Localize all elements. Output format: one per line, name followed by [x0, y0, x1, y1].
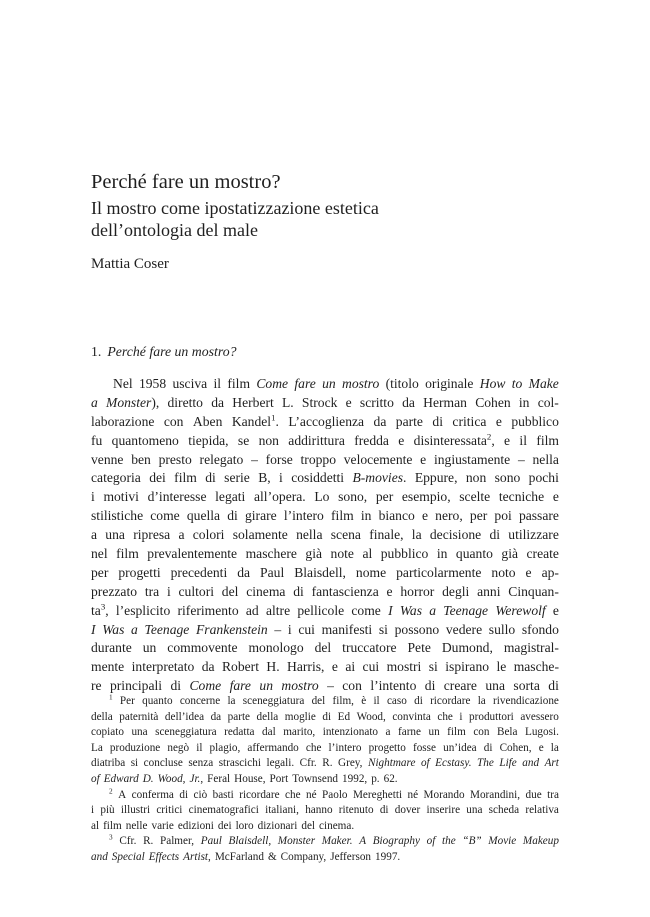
footnote-line: copiato una sceneggiatura redatta dal marito, intenzionato a farne un film con Bela Lugosi. — [91, 726, 559, 739]
body-line: $ta^3$, l’esplicito riferimento ad altre pellicole come I Was a Teenage Werewolf e — [91, 601, 559, 618]
chapter-title: Perché fare un mostro? — [91, 171, 281, 193]
body-line: Nel 1958 usciva il film Come fare un mostro (titolo originale How to Make — [113, 376, 559, 391]
section-title: Perché fare un mostro? — [107, 344, 237, 359]
body-line: stilistiche come quella di girare l’intero film in bianco e nero, per poi passare — [91, 508, 559, 524]
body-line: i motivi d’interesse legati all’opera. Lo sono, per esempio, scelte tecniche e — [91, 489, 559, 505]
footnote-line: $^1$ Per quanto concerne la sceneggiatura del film, è il caso di ricordare la rivendicazione — [109, 693, 559, 707]
body-line: mente interpretato da Robert H. Harris, e ai cui mostri si ispirano le masche- — [91, 659, 559, 675]
chapter-subtitle — [91, 197, 379, 241]
section-number: 1. — [91, 344, 102, 359]
footnote-line: $^3$ Cfr. R. Palmer, Paul Blaisdell, Monster Maker. A Biography of the “B” Movie Makeup — [109, 833, 559, 848]
footnote-line: al film nelle varie edizioni dei loro dizionari del cinema. — [91, 819, 355, 832]
body-line: nel film prevalentemente maschere già note al pubblico in quanto già create — [91, 546, 559, 562]
body-line: laborazione con Aben Kandel$^1$. L’accoglienza da parte di critica e pubblico — [91, 412, 559, 429]
body-line: re principali di Come fare un mostro – con l’intento di creare una sorta di — [91, 678, 559, 694]
author-name: Mattia Coser — [91, 256, 169, 272]
body-line: durante un commovente monologo del truccatore Pete Dumond, magistral- — [91, 640, 559, 656]
body-line: per progetti precedenti da Paul Blaisdell, nome particolarmente noto e ap- — [91, 564, 559, 580]
footnote-line: $^2$ A conferma di ciò basti ricordare che né Paolo Mereghetti né Morando Morandini, due tra — [109, 786, 559, 801]
body-line: venne ben presto relegato – forse troppo velocemente e ingiustamente – nella — [91, 451, 559, 467]
subtitle-line: Il mostro come ipostatizzazione estetica — [91, 198, 379, 218]
body-line: a una ripresa a colori solamente nella scena finale, la decisione di utilizzare — [91, 527, 559, 543]
body-line: I Was a Teenage Frankenstein – i cui manifesti si possono vedere sullo sfondo — [91, 621, 559, 637]
body-text — [91, 375, 559, 696]
footnote-line: diatriba si concluse senza strascichi legali. Cfr. R. Grey, Nightmare of Ecstasy. The Life and Art — [91, 757, 559, 770]
body-line: a Monster), diretto da Herbert L. Strock e scritto da Herman Cohen in col- — [91, 394, 559, 410]
footnote-line: of Edward D. Wood, Jr., Feral House, Port Townsend 1992, p. 62. — [91, 772, 398, 785]
footnote-line: i più illustri critici cinematografici italiani, hanno ritenuto di dover inserire una scheda relativa — [91, 804, 559, 817]
footnote-line: La produzione negò il plagio, affermando che l’intero progetto fosse un’idea di Cohen, e la — [91, 741, 559, 754]
body-line: fu quantomeno tiepida, se non addirittura fredda e disinteressata$^2$, e il film — [91, 431, 559, 448]
footnotes — [91, 694, 559, 866]
subtitle-line: dell’ontologia del male — [91, 220, 258, 240]
section-heading — [91, 343, 237, 361]
body-line: prezzato tra i cultori del cinema di fantascienza e horror degli anni Cinquan- — [91, 583, 559, 599]
footnote-line: and Special Effects Artist, McFarland & Company, Jefferson 1997. — [91, 850, 401, 863]
footnote-line: della paternità dell’idea da parte della moglie di Ed Wood, convinta che i produttori avessero — [91, 710, 559, 723]
body-line: categoria dei film di serie B, i cosiddetti B-movies. Eppure, non sono pochi — [91, 470, 559, 486]
